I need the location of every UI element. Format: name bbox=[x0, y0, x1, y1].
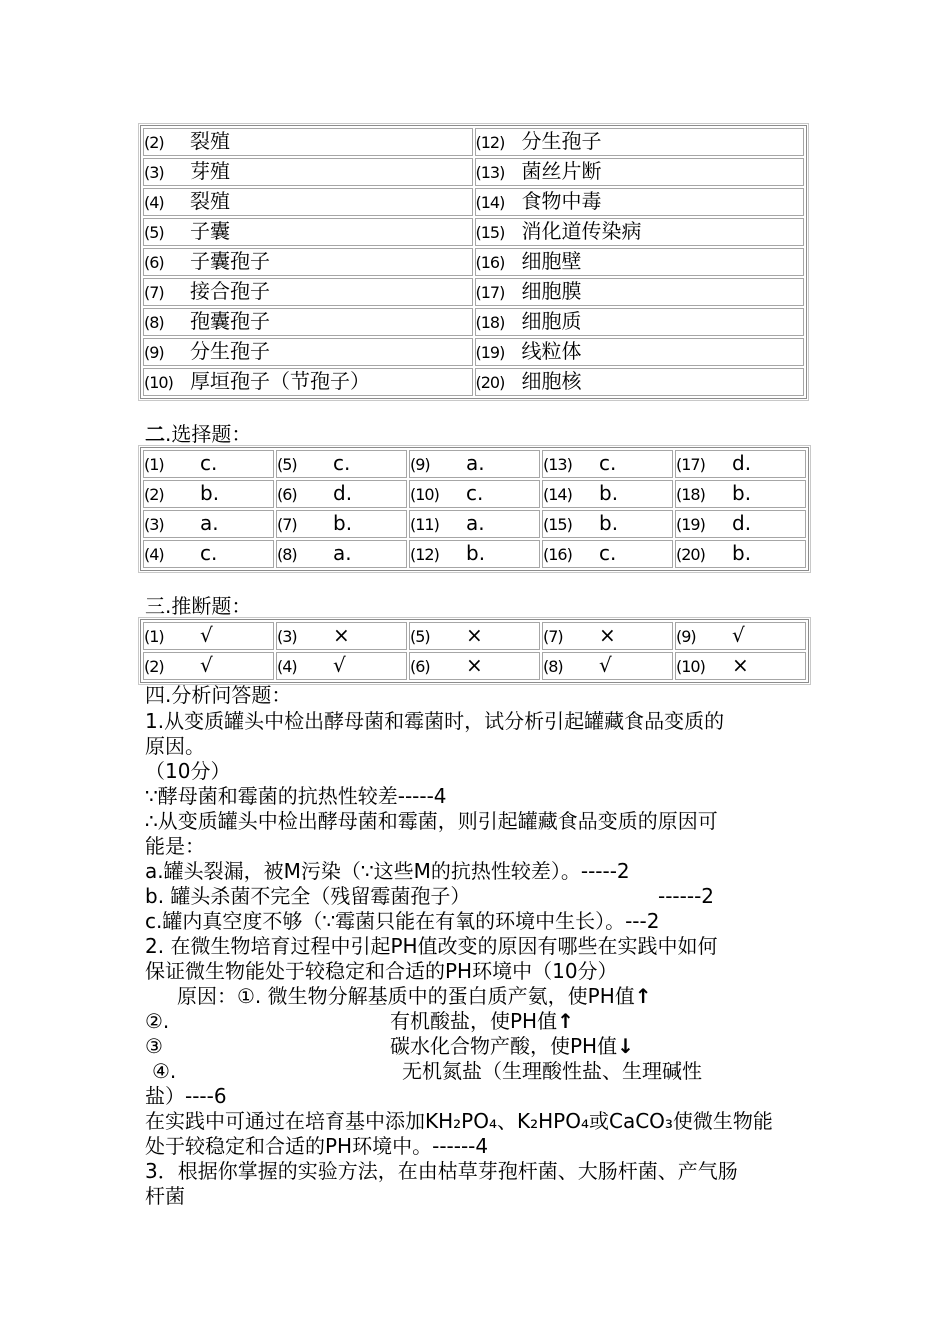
table-row bbox=[143, 338, 804, 366]
table-row bbox=[143, 450, 806, 478]
q1-points: （10分） bbox=[145, 759, 231, 783]
q1-answer-b-score: ------2 bbox=[658, 884, 715, 908]
q2-reason-1-text: 原因：①. 微生物分解基质中的蛋白质产氨，使PH值 bbox=[177, 984, 635, 1008]
table-row bbox=[143, 278, 804, 306]
table-cell bbox=[409, 480, 540, 508]
item-answer: c. bbox=[333, 451, 351, 475]
q1-answer-b bbox=[145, 884, 715, 908]
item-answer: c. bbox=[466, 481, 484, 505]
table-cell bbox=[475, 218, 805, 246]
table-row bbox=[143, 540, 806, 568]
item-answer: × bbox=[333, 623, 350, 647]
table-cell bbox=[276, 480, 407, 508]
table-cell bbox=[276, 622, 407, 650]
table-cell bbox=[143, 308, 473, 336]
table-cell bbox=[475, 308, 805, 336]
table-row bbox=[143, 622, 806, 650]
item-answer: c. bbox=[599, 451, 617, 475]
table-cell bbox=[143, 158, 473, 186]
item-answer: b. bbox=[333, 511, 353, 535]
item-answer: × bbox=[466, 653, 483, 677]
table-cell bbox=[675, 540, 806, 568]
item-answer: √ bbox=[732, 623, 745, 647]
table-cell bbox=[475, 158, 805, 186]
item-number: (16) bbox=[543, 545, 572, 564]
table-cell bbox=[675, 450, 806, 478]
judgement-answer-table bbox=[140, 619, 809, 683]
table-row bbox=[143, 158, 804, 186]
item-number: (1) bbox=[144, 455, 164, 474]
table-cell bbox=[143, 540, 274, 568]
table-cell bbox=[143, 248, 473, 276]
item-answer: 孢囊孢子 bbox=[190, 309, 270, 333]
item-number: (6) bbox=[277, 485, 297, 504]
item-answer: c. bbox=[599, 541, 617, 565]
item-number: (20) bbox=[475, 373, 505, 392]
item-answer: × bbox=[732, 653, 749, 677]
item-number: (14) bbox=[543, 485, 572, 504]
item-answer: d. bbox=[732, 451, 752, 475]
item-answer: 细胞质 bbox=[521, 309, 582, 333]
table-cell bbox=[276, 450, 407, 478]
q2-line-1: 2. 在微生物培育过程中引起PH值改变的原因有哪些在实践中如何 bbox=[145, 934, 718, 958]
q1-answer-1: ∵酵母菌和霉菌的抗热性较差-----4 bbox=[145, 784, 447, 808]
q2-reason-1 bbox=[177, 984, 652, 1008]
item-number: (11) bbox=[410, 515, 439, 534]
item-number: (10) bbox=[676, 657, 705, 676]
item-number: (16) bbox=[475, 253, 505, 272]
item-number: (1) bbox=[144, 627, 164, 646]
item-number: (14) bbox=[475, 193, 505, 212]
item-number: (15) bbox=[543, 515, 572, 534]
item-answer: 厚垣孢子（节孢子） bbox=[190, 369, 370, 393]
table-cell bbox=[542, 540, 673, 568]
item-number: (2) bbox=[144, 485, 164, 504]
item-number: (5) bbox=[144, 223, 164, 242]
item-answer: √ bbox=[200, 623, 213, 647]
table-cell bbox=[143, 510, 274, 538]
item-answer: b. bbox=[200, 481, 220, 505]
table-cell bbox=[143, 278, 473, 306]
item-answer: 细胞膜 bbox=[521, 279, 582, 303]
table-cell bbox=[475, 338, 805, 366]
table-cell bbox=[143, 480, 274, 508]
q2-reason-5: 盐）----6 bbox=[145, 1084, 227, 1108]
item-answer: 子囊孢子 bbox=[190, 249, 270, 273]
item-number: (20) bbox=[676, 545, 705, 564]
item-number: (7) bbox=[144, 283, 164, 302]
item-answer: c. bbox=[200, 541, 218, 565]
section-3-heading: 三.推断题： bbox=[145, 594, 252, 618]
table-cell bbox=[143, 622, 274, 650]
q2-reason-3-text: 碳水化合物产酸，使PH值 bbox=[390, 1034, 618, 1058]
table-row bbox=[143, 368, 804, 396]
q2-line-2: 保证微生物能处于较稳定和合适的PH环境中（10分） bbox=[145, 959, 618, 983]
q2-reason-3-mark: ③ bbox=[145, 1034, 163, 1058]
table-cell bbox=[143, 338, 473, 366]
table-cell bbox=[409, 450, 540, 478]
table-cell bbox=[409, 622, 540, 650]
item-answer: 裂殖 bbox=[190, 129, 230, 153]
item-answer: 子囊 bbox=[190, 219, 230, 243]
item-number: (2) bbox=[144, 657, 164, 676]
table-cell bbox=[143, 652, 274, 680]
q1-answer-2: ∴从变质罐头中检出酵母菌和霉菌，则引起罐藏食品变质的原因可 bbox=[145, 809, 718, 833]
item-answer: b. bbox=[599, 481, 619, 505]
item-number: (8) bbox=[543, 657, 563, 676]
item-number: (7) bbox=[543, 627, 563, 646]
item-answer: 细胞壁 bbox=[521, 249, 582, 273]
item-answer: a. bbox=[466, 511, 485, 535]
item-answer: 接合孢子 bbox=[190, 279, 270, 303]
item-answer: √ bbox=[333, 653, 346, 677]
item-answer: 分生孢子 bbox=[190, 339, 270, 363]
q1-answer-a: a.罐头裂漏，被M污染（∵这些M的抗热性较差）。-----2 bbox=[145, 859, 630, 883]
section-2-title: .选择题： bbox=[165, 422, 252, 446]
q2-reason-2-body bbox=[390, 1009, 574, 1033]
item-number: (9) bbox=[410, 455, 430, 474]
q2-reason-4 bbox=[152, 1059, 702, 1083]
q1-answer-b-text: b. 罐头杀菌不完全（残留霉菌孢子） bbox=[145, 884, 471, 908]
item-answer: b. bbox=[466, 541, 486, 565]
choice-answer-table bbox=[140, 447, 809, 571]
arrow-up-icon: ↑ bbox=[557, 1009, 574, 1033]
item-answer: a. bbox=[466, 451, 485, 475]
table-row bbox=[143, 218, 804, 246]
item-number: (17) bbox=[676, 455, 705, 474]
item-number: (15) bbox=[475, 223, 505, 242]
item-answer: 食物中毒 bbox=[521, 189, 602, 213]
item-number: (13) bbox=[475, 163, 505, 182]
item-number: (10) bbox=[144, 373, 173, 392]
item-answer: b. bbox=[732, 541, 752, 565]
item-answer: 菌丝片断 bbox=[521, 159, 602, 183]
q1-answer-3: 能是： bbox=[145, 834, 205, 858]
q3-line-2: 杆菌 bbox=[145, 1184, 185, 1208]
item-number: (6) bbox=[144, 253, 164, 272]
item-number: (18) bbox=[475, 313, 505, 332]
item-number: (12) bbox=[410, 545, 439, 564]
table-cell bbox=[542, 622, 673, 650]
table-cell bbox=[143, 188, 473, 216]
table-cell bbox=[675, 652, 806, 680]
q2-reason-3 bbox=[145, 1034, 634, 1058]
table-row bbox=[143, 248, 804, 276]
table-cell bbox=[475, 248, 805, 276]
table-cell bbox=[143, 218, 473, 246]
item-answer: d. bbox=[333, 481, 353, 505]
item-number: (5) bbox=[277, 455, 297, 474]
table-cell bbox=[143, 128, 473, 156]
table-cell bbox=[409, 510, 540, 538]
item-number: (9) bbox=[676, 627, 696, 646]
table-cell bbox=[542, 450, 673, 478]
item-number: (19) bbox=[676, 515, 705, 534]
item-number: (12) bbox=[475, 133, 505, 152]
table-cell bbox=[276, 510, 407, 538]
item-answer: × bbox=[599, 623, 616, 647]
table-cell bbox=[475, 128, 805, 156]
table-cell bbox=[409, 652, 540, 680]
table-row bbox=[143, 510, 806, 538]
q1-answer-c: c.罐内真空度不够（∵霉菌只能在有氧的环境中生长）。---2 bbox=[145, 909, 660, 933]
q1-line-1: 1.从变质罐头中检出酵母菌和霉菌时，试分析引起罐藏食品变质的 bbox=[145, 709, 725, 733]
item-number: (3) bbox=[144, 163, 164, 182]
item-number: (4) bbox=[144, 545, 164, 564]
q2-reason-4-text: 无机氮盐（生理酸性盐、生理碱性 bbox=[402, 1059, 702, 1083]
item-answer: c. bbox=[200, 451, 218, 475]
q2-reason-2-mark: ②. bbox=[145, 1009, 170, 1033]
item-number: (2) bbox=[144, 133, 164, 152]
table-row bbox=[143, 308, 804, 336]
item-answer: 线粒体 bbox=[521, 339, 582, 363]
q2-reason-2 bbox=[145, 1009, 574, 1033]
q2-practice-1: 在实践中可通过在培育基中添加KH₂PO₄、K₂HPO₄或CaCO₃使微生物能 bbox=[145, 1109, 773, 1133]
item-number: (7) bbox=[277, 515, 297, 534]
answer-table-1 bbox=[140, 125, 807, 399]
table-row bbox=[143, 188, 804, 216]
table-row bbox=[143, 128, 804, 156]
arrow-down-icon: ↓ bbox=[617, 1034, 634, 1058]
item-number: (5) bbox=[410, 627, 430, 646]
table-row bbox=[143, 652, 806, 680]
table-cell bbox=[409, 540, 540, 568]
item-answer: 细胞核 bbox=[521, 369, 582, 393]
table-cell bbox=[276, 540, 407, 568]
table-cell bbox=[542, 652, 673, 680]
item-answer: a. bbox=[333, 541, 352, 565]
table-cell bbox=[475, 278, 805, 306]
q2-practice-2: 处于较稳定和合适的PH环境中。------4 bbox=[145, 1134, 489, 1158]
table-cell bbox=[475, 368, 805, 396]
item-number: (8) bbox=[277, 545, 297, 564]
item-number: (4) bbox=[144, 193, 164, 212]
arrow-up-icon: ↑ bbox=[634, 984, 652, 1008]
item-number: (19) bbox=[475, 343, 505, 362]
item-answer: a. bbox=[200, 511, 219, 535]
table-cell bbox=[542, 510, 673, 538]
item-number: (13) bbox=[543, 455, 572, 474]
item-answer: √ bbox=[599, 653, 612, 677]
table-cell bbox=[675, 510, 806, 538]
item-answer: d. bbox=[732, 511, 752, 535]
table-cell bbox=[143, 368, 473, 396]
table-cell bbox=[542, 480, 673, 508]
table-cell bbox=[475, 188, 805, 216]
table-row bbox=[143, 480, 806, 508]
item-answer: 裂殖 bbox=[190, 189, 230, 213]
item-answer: 芽殖 bbox=[190, 159, 230, 183]
q2-reason-2-text: 有机酸盐，使PH值 bbox=[390, 1009, 558, 1033]
table-cell bbox=[675, 480, 806, 508]
item-number: (3) bbox=[144, 515, 164, 534]
item-answer: 分生孢子 bbox=[521, 129, 602, 153]
item-number: (6) bbox=[410, 657, 430, 676]
q2-reason-4-mark: ④. bbox=[152, 1059, 177, 1083]
section-4-heading: 四.分析问答题： bbox=[145, 683, 292, 707]
item-number: (9) bbox=[144, 343, 164, 362]
item-number: (17) bbox=[475, 283, 505, 302]
item-number: (10) bbox=[410, 485, 439, 504]
item-number: (4) bbox=[277, 657, 297, 676]
item-number: (8) bbox=[144, 313, 164, 332]
q3-line-1: 3．根据你掌握的实验方法，在由枯草芽孢杆菌、大肠杆菌、产气肠 bbox=[145, 1159, 738, 1183]
q1-line-2: 原因。 bbox=[145, 734, 205, 758]
item-number: (3) bbox=[277, 627, 297, 646]
item-number: (18) bbox=[676, 485, 705, 504]
table-cell bbox=[143, 450, 274, 478]
item-answer: b. bbox=[732, 481, 752, 505]
table-cell bbox=[276, 652, 407, 680]
q2-reason-3-body bbox=[390, 1034, 634, 1058]
table-cell bbox=[675, 622, 806, 650]
item-answer: × bbox=[466, 623, 483, 647]
item-answer: b. bbox=[599, 511, 619, 535]
item-answer: 消化道传染病 bbox=[521, 219, 642, 243]
section-2-mark: 二 bbox=[145, 422, 165, 446]
section-2-heading bbox=[145, 422, 251, 446]
item-answer: √ bbox=[200, 653, 213, 677]
